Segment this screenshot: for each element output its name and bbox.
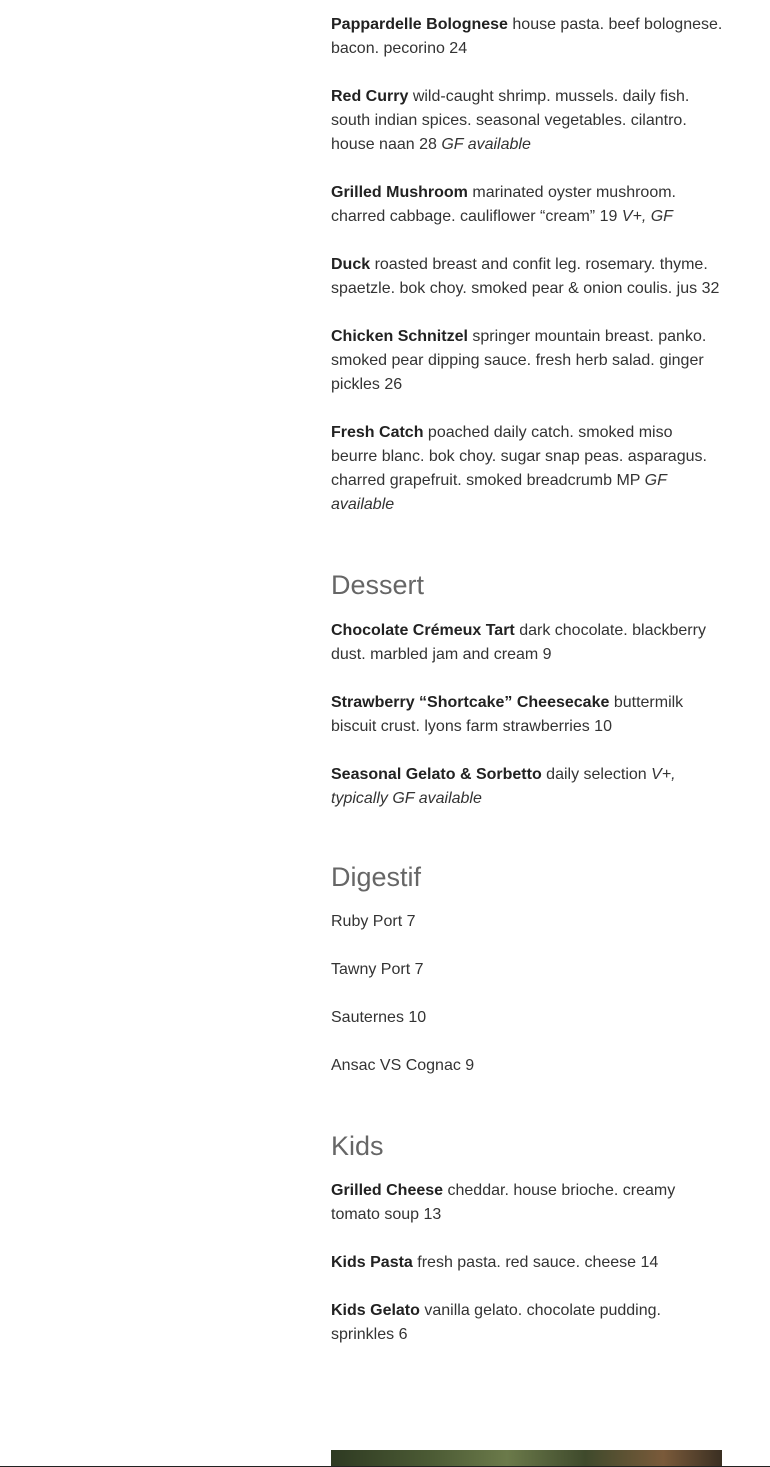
menu-item-description: fresh pasta. red sauce. cheese 14 [417,1254,659,1271]
menu-item-name: Chicken Schnitzel [331,328,468,345]
menu-item: Tawny Port 7 [331,961,424,978]
menu-item-description: cheddar. house brioche. creamy tomato soup 13 [331,1182,676,1223]
menu-item-name: Grilled Mushroom [331,184,468,201]
menu-item: Sauternes 10 [331,1009,427,1026]
menu-item: Ruby Port 7 [331,913,416,930]
menu-item-name: Grilled Cheese [331,1182,444,1199]
restaurant-photo [331,1450,722,1467]
menu-item-description: roasted breast and confit leg. rosemary. thyme. spaetzle. bok choy. smoked pear & onion coulis. jus 32 [331,256,720,297]
menu-item [331,763,723,811]
dietary-note: GF available [441,136,531,153]
menu-item [331,1251,723,1275]
section-heading-dessert: Dessert [331,570,425,600]
menu-item [331,325,723,397]
menu-item-name: Strawberry “Shortcake” Cheesecake [331,694,610,711]
menu-item-name: Seasonal Gelato & Sorbetto [331,766,542,783]
menu-item-description: daily selection [546,766,647,783]
dietary-note: V+, typically GF available [331,766,676,807]
menu-item-description: house pasta. beef bolognese. bacon. pecorino 24 [331,16,723,57]
menu-item: Ansac VS Cognac 9 [331,1057,475,1074]
menu-item-name: Duck [331,256,371,273]
section-heading-kids: Kids [331,1131,384,1161]
menu-item-name: Kids Pasta [331,1254,413,1271]
menu-item-description: poached daily catch. smoked miso beurre blanc. bok choy. sugar snap peas. asparagus. charred grapefruit. smoked breadcrumb MP [331,424,707,489]
menu-item-name: Kids Gelato [331,1302,420,1319]
menu-item [331,253,723,301]
section-heading-digestif: Digestif [331,862,422,892]
menu-item [331,619,723,667]
menu-item [331,181,723,229]
menu-item-name: Pappardelle Bolognese [331,16,508,33]
menu-item-name: Chocolate Crémeux Tart [331,622,515,639]
menu-item-description: vanilla gelato. chocolate pudding. sprinkles 6 [331,1302,661,1343]
menu-item-name: Fresh Catch [331,424,424,441]
menu-item [331,691,723,739]
menu-item [331,1179,723,1227]
menu-item [331,13,723,61]
menu-item-description: marinated oyster mushroom. charred cabbage. cauliflower “cream” 19 [331,184,676,225]
menu-item-description: springer mountain breast. panko. smoked pear dipping sauce. fresh herb salad. ginger pickles 26 [331,328,707,393]
menu-content [331,13,723,1371]
dietary-note: V+, GF [621,208,673,225]
menu-item-description: buttermilk biscuit crust. lyons farm strawberries 10 [331,694,684,735]
menu-item-description: wild-caught shrimp. mussels. daily fish. south indian spices. seasonal vegetables. cilantro. house naan 28 [331,88,690,153]
menu-item-name: Red Curry [331,88,409,105]
menu-item [331,1299,723,1347]
menu-item-description: dark chocolate. blackberry dust. marbled jam and cream 9 [331,622,706,663]
menu-item [331,85,723,157]
menu-item [331,421,723,517]
dietary-note: GF available [331,472,667,513]
